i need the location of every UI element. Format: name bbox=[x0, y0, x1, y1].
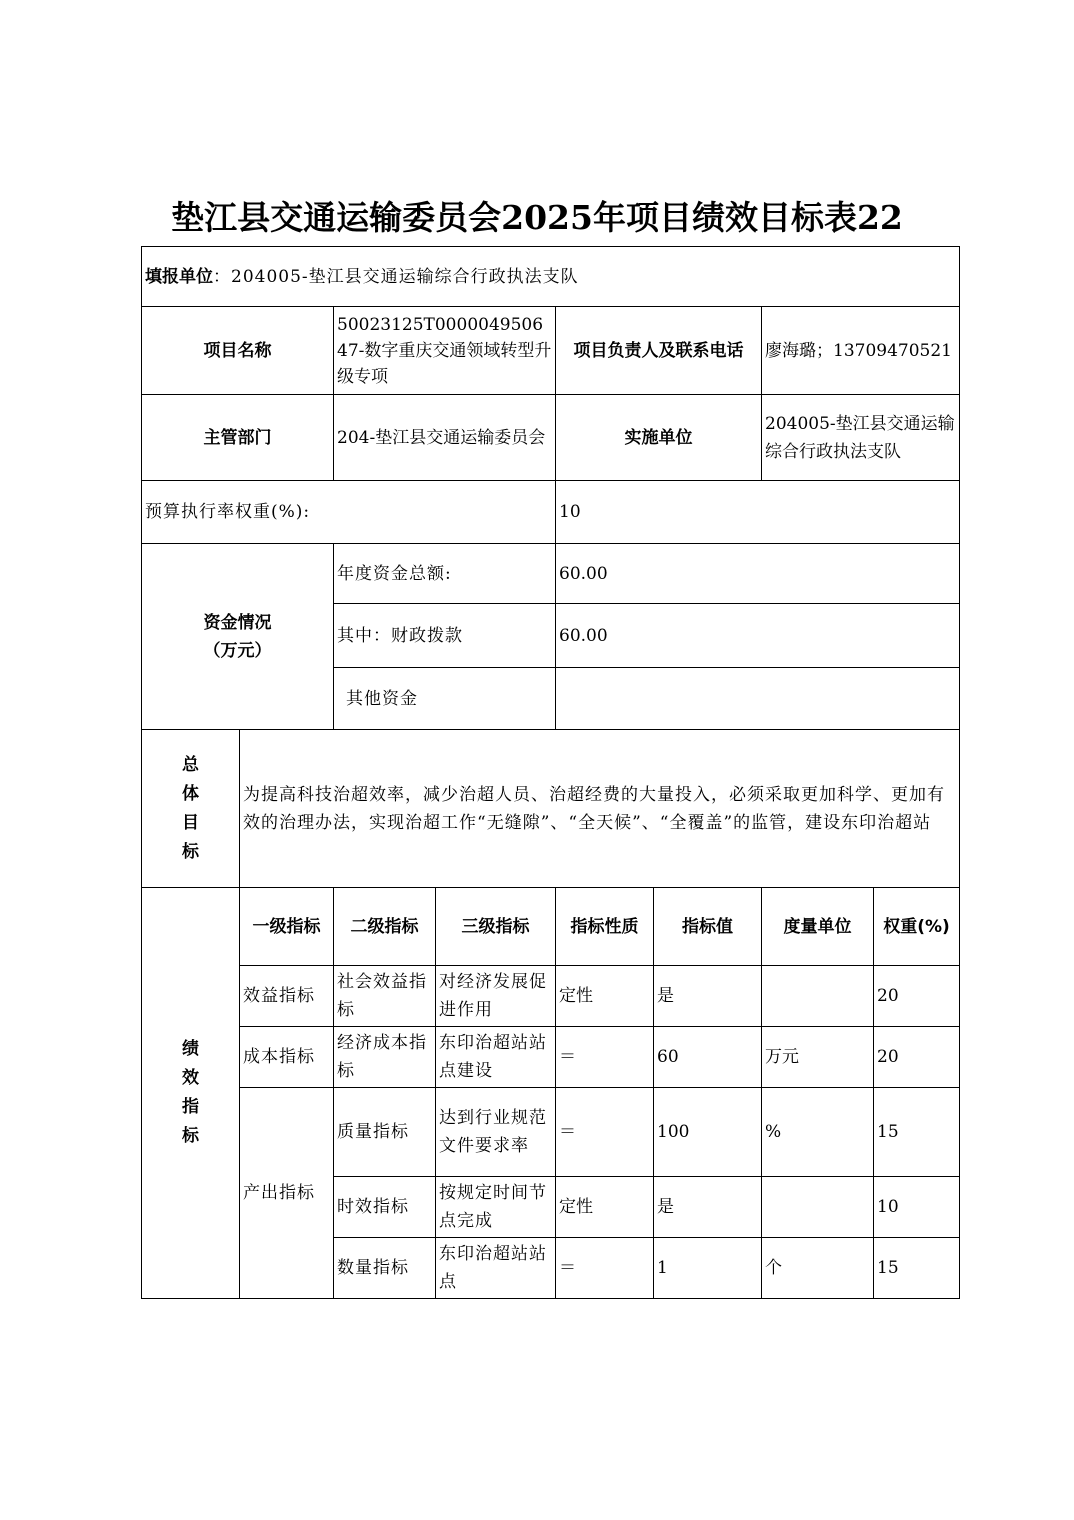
row-value: 100 bbox=[654, 1088, 762, 1177]
dept-label: 主管部门 bbox=[142, 395, 334, 481]
row-unit bbox=[762, 966, 874, 1027]
fiscal-funds-value: 60.00 bbox=[556, 604, 960, 668]
overall-goal-char: 标 bbox=[182, 841, 199, 862]
dept-value: 204-垫江县交通运输委员会 bbox=[334, 395, 556, 481]
row-nature: ＝ bbox=[556, 1088, 654, 1177]
row-l2: 时效指标 bbox=[334, 1177, 436, 1238]
perf-label-char: 指 bbox=[182, 1097, 199, 1117]
row-value: 是 bbox=[654, 966, 762, 1027]
report-unit-label: 填报单位 bbox=[145, 266, 213, 287]
overall-goal-label bbox=[142, 730, 240, 888]
funds-label-line2: （万元） bbox=[203, 640, 272, 661]
row-l3: 达到行业规范文件要求率 bbox=[436, 1088, 556, 1177]
row-weight: 20 bbox=[874, 1027, 960, 1088]
report-unit-cell bbox=[142, 247, 960, 307]
project-manager-label: 项目负责人及联系电话 bbox=[556, 307, 762, 395]
row-l1: 效益指标 bbox=[240, 966, 334, 1027]
overall-goal-char: 目 bbox=[182, 812, 199, 833]
row-l1: 产出指标 bbox=[240, 1088, 334, 1299]
overall-goal-char: 总 bbox=[182, 754, 199, 775]
table-row bbox=[142, 1027, 960, 1088]
row-l3: 东印治超站站点 bbox=[436, 1238, 556, 1299]
row-weight: 10 bbox=[874, 1177, 960, 1238]
row-l3: 对经济发展促进作用 bbox=[436, 966, 556, 1027]
row-value: 60 bbox=[654, 1027, 762, 1088]
perf-label-char: 标 bbox=[182, 1126, 199, 1146]
perf-label-char: 效 bbox=[182, 1068, 199, 1088]
annual-funds-value: 60.00 bbox=[556, 544, 960, 604]
other-funds-value bbox=[556, 668, 960, 730]
row-l2: 质量指标 bbox=[334, 1088, 436, 1177]
overall-goal-text: 为提高科技治超效率，减少治超人员、治超经费的大量投入，必须采取更加科学、更加有效的治理办法，实现治超工作“无缝隙”、“全天候”、“全覆盖”的监管，建设东印治超站 bbox=[240, 730, 960, 888]
row-unit: % bbox=[762, 1088, 874, 1177]
project-manager-value: 廖海璐；13709470521 bbox=[762, 307, 960, 395]
project-name-label: 项目名称 bbox=[142, 307, 334, 395]
budget-weight-label: 预算执行率权重(%): bbox=[142, 481, 556, 544]
performance-target-table bbox=[141, 246, 960, 1299]
other-funds-label: 其他资金 bbox=[334, 668, 556, 730]
row-value: 是 bbox=[654, 1177, 762, 1238]
perf-label-char: 绩 bbox=[182, 1039, 199, 1059]
budget-weight-value: 10 bbox=[556, 481, 960, 544]
row-value: 1 bbox=[654, 1238, 762, 1299]
row-unit: 个 bbox=[762, 1238, 874, 1299]
row-l3: 按规定时间节点完成 bbox=[436, 1177, 556, 1238]
impl-unit-value: 204005-垫江县交通运输综合行政执法支队 bbox=[762, 395, 960, 481]
annual-funds-label: 年度资金总额: bbox=[334, 544, 556, 604]
row-nature: 定性 bbox=[556, 1177, 654, 1238]
col-header-l1: 一级指标 bbox=[240, 888, 334, 966]
funds-label bbox=[142, 544, 334, 730]
row-l2: 社会效益指标 bbox=[334, 966, 436, 1027]
row-weight: 20 bbox=[874, 966, 960, 1027]
report-unit-value: ：204005-垫江县交通运输综合行政执法支队 bbox=[213, 266, 579, 287]
col-header-l3: 三级指标 bbox=[436, 888, 556, 966]
row-nature: ＝ bbox=[556, 1027, 654, 1088]
col-header-l2: 二级指标 bbox=[334, 888, 436, 966]
row-weight: 15 bbox=[874, 1238, 960, 1299]
table-row bbox=[142, 966, 960, 1027]
col-header-value: 指标值 bbox=[654, 888, 762, 966]
row-l3: 东印治超站站点建设 bbox=[436, 1027, 556, 1088]
row-l1: 成本指标 bbox=[240, 1027, 334, 1088]
col-header-nature: 指标性质 bbox=[556, 888, 654, 966]
row-weight: 15 bbox=[874, 1088, 960, 1177]
page-title: 垫江县交通运输委员会2025年项目绩效目标表22 bbox=[171, 198, 903, 237]
row-l2: 经济成本指标 bbox=[334, 1027, 436, 1088]
row-nature: 定性 bbox=[556, 966, 654, 1027]
col-header-unit: 度量单位 bbox=[762, 888, 874, 966]
overall-goal-char: 体 bbox=[182, 783, 199, 804]
row-unit bbox=[762, 1177, 874, 1238]
row-unit: 万元 bbox=[762, 1027, 874, 1088]
row-nature: ＝ bbox=[556, 1238, 654, 1299]
funds-label-line1: 资金情况 bbox=[203, 612, 272, 633]
impl-unit-label: 实施单位 bbox=[556, 395, 762, 481]
perf-indicators-label bbox=[142, 888, 240, 1299]
col-header-weight: 权重(%) bbox=[874, 888, 960, 966]
fiscal-funds-label: 其中：财政拨款 bbox=[334, 604, 556, 668]
table-row bbox=[142, 1088, 960, 1177]
row-l2: 数量指标 bbox=[334, 1238, 436, 1299]
project-name-value: 50023125T000004950647-数字重庆交通领域转型升级专项 bbox=[334, 307, 556, 395]
